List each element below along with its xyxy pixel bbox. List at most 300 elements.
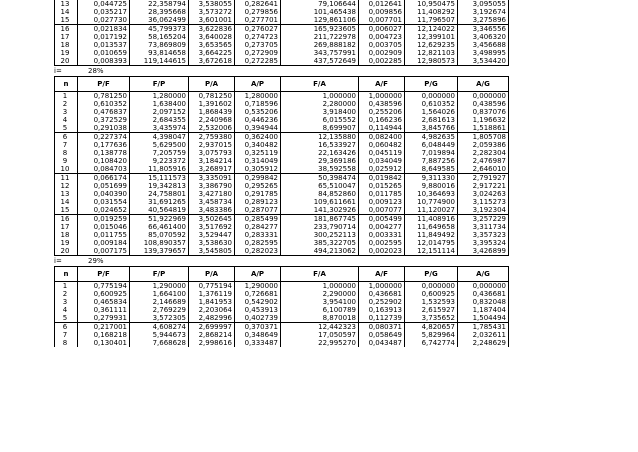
factor-cell: 0,084703 <box>78 165 130 174</box>
factor-cell: 2,146689 <box>130 298 189 306</box>
factor-cell: 129,861106 <box>281 16 359 25</box>
factor-cell: 1,564026 <box>405 108 458 116</box>
period-cell: 4 <box>55 116 78 124</box>
table-row <box>55 116 509 124</box>
factor-cell: 7,019894 <box>405 149 458 157</box>
header-row <box>55 77 509 92</box>
factor-cell: 0,013537 <box>78 41 130 49</box>
factor-cell: 0,019842 <box>359 174 405 183</box>
factor-cell: 2,482996 <box>189 314 235 323</box>
table-row <box>55 206 509 215</box>
factor-cell: 385,322705 <box>281 239 359 247</box>
factor-cell: 1,841953 <box>189 298 235 306</box>
table-row <box>55 331 509 339</box>
factor-cell: 10,774900 <box>405 198 458 206</box>
period-cell: 7 <box>55 141 78 149</box>
column-header: P/A <box>189 77 235 92</box>
factor-cell: 343,757991 <box>281 49 359 57</box>
factor-cell: 7,887256 <box>405 157 458 165</box>
factor-cell: 0,177636 <box>78 141 130 149</box>
factor-cell: 22,358794 <box>130 0 189 8</box>
column-header: A/G <box>458 77 509 92</box>
factor-cell: 9,311330 <box>405 174 458 183</box>
factor-cell: 0,438596 <box>359 100 405 108</box>
column-header: P/F <box>78 77 130 92</box>
factor-cell: 1,000000 <box>281 282 359 291</box>
factor-cell: 1,187404 <box>458 306 509 314</box>
factor-cell: 0,021834 <box>78 25 130 34</box>
factor-cell: 2,290000 <box>281 290 359 298</box>
column-header: A/P <box>235 267 281 282</box>
factor-cell: 0,289123 <box>235 198 281 206</box>
factor-cell: 0,031554 <box>78 198 130 206</box>
column-header: A/F <box>359 267 405 282</box>
factor-cell: 0,291038 <box>78 124 130 133</box>
factor-cell: 0,476837 <box>78 108 130 116</box>
factor-cell: 85,070592 <box>130 231 189 239</box>
factor-cell: 1,805708 <box>458 133 509 142</box>
factor-cell: 3,538630 <box>189 239 235 247</box>
table-row <box>55 124 509 133</box>
factor-cell: 0,108420 <box>78 157 130 165</box>
factor-cell: 0,279856 <box>235 8 281 16</box>
factor-cell: 3,335091 <box>189 174 235 183</box>
factor-cell: 3,502645 <box>189 215 235 224</box>
factor-cell: 3,735652 <box>405 314 458 323</box>
period-cell: 14 <box>55 8 78 16</box>
factor-cell: 0,000000 <box>405 282 458 291</box>
period-cell: 3 <box>55 298 78 306</box>
factor-cell: 0,000000 <box>458 282 509 291</box>
factor-cell: 0,372529 <box>78 116 130 124</box>
factor-cell: 2,759380 <box>189 133 235 142</box>
factor-cell: 0,019259 <box>78 215 130 224</box>
factor-cell: 0,043487 <box>359 339 405 347</box>
period-cell: 20 <box>55 247 78 256</box>
factor-cell: 0,610352 <box>78 100 130 108</box>
factor-cell: 10,950475 <box>405 0 458 8</box>
factor-cell: 0,012641 <box>359 0 405 8</box>
factor-cell: 109,611661 <box>281 198 359 206</box>
factor-cell: 6,742774 <box>405 339 458 347</box>
factor-cell: 3,483386 <box>189 206 235 215</box>
period-cell: 15 <box>55 206 78 215</box>
factor-cell: 3,622836 <box>189 25 235 34</box>
factor-cell: 3,357323 <box>458 231 509 239</box>
table-row <box>55 0 509 8</box>
factor-cell: 1,376119 <box>189 290 235 298</box>
interest-rate-row <box>54 66 508 76</box>
period-cell: 7 <box>55 331 78 339</box>
factor-cell: 0,002909 <box>359 49 405 57</box>
period-cell: 13 <box>55 0 78 8</box>
table-row <box>55 92 509 101</box>
factor-cell: 0,015046 <box>78 223 130 231</box>
factor-cell: 0,276027 <box>235 25 281 34</box>
factor-cell: 0,535206 <box>235 108 281 116</box>
factor-cell: 0,015265 <box>359 182 405 190</box>
factor-cell: 300,252113 <box>281 231 359 239</box>
factor-cell: 0,009856 <box>359 8 405 16</box>
column-header: P/G <box>405 267 458 282</box>
factor-cell: 0,138778 <box>78 149 130 157</box>
factor-cell: 0,775194 <box>189 282 235 291</box>
factor-cell: 4,608274 <box>130 323 189 332</box>
factor-cell: 3,427180 <box>189 190 235 198</box>
factor-cell: 0,832048 <box>458 298 509 306</box>
factor-cell: 3,426899 <box>458 247 509 256</box>
factor-cell: 0,130401 <box>78 339 130 347</box>
factor-cell: 11,805916 <box>130 165 189 174</box>
factor-cell: 165,923605 <box>281 25 359 34</box>
factor-cell: 2,248629 <box>458 339 509 347</box>
factor-cell: 3,024263 <box>458 190 509 198</box>
factor-cell: 3,386790 <box>189 182 235 190</box>
column-header: A/G <box>458 267 509 282</box>
factor-cell: 108,890357 <box>130 239 189 247</box>
factor-cell: 8,649585 <box>405 165 458 174</box>
factor-cell: 11,120027 <box>405 206 458 215</box>
column-header: F/P <box>130 77 189 92</box>
table-row <box>55 108 509 116</box>
factor-cell: 0,542902 <box>235 298 281 306</box>
factor-cell: 0,287077 <box>235 206 281 215</box>
factor-cell: 2,615927 <box>405 306 458 314</box>
table-row <box>55 33 509 41</box>
factor-cell: 40,564819 <box>130 206 189 215</box>
factor-cell: 0,025912 <box>359 165 405 174</box>
factor-cell: 0,325119 <box>235 149 281 157</box>
factor-cell: 51,922969 <box>130 215 189 224</box>
column-header: n <box>55 267 78 282</box>
factor-cell: 1,785431 <box>458 323 509 332</box>
factor-cell: 12,980573 <box>405 57 458 66</box>
table-row <box>55 282 509 291</box>
factor-cell: 12,399101 <box>405 33 458 41</box>
table-row <box>55 16 509 25</box>
factor-cell: 3,406320 <box>458 33 509 41</box>
factor-cell: 2,998616 <box>189 339 235 347</box>
header-row <box>55 267 509 282</box>
factor-cell: 0,600925 <box>405 290 458 298</box>
factor-cell: 3,918400 <box>281 108 359 116</box>
column-header: P/F <box>78 267 130 282</box>
period-cell: 2 <box>55 100 78 108</box>
period-cell: 4 <box>55 306 78 314</box>
factor-cell: 3,458734 <box>189 198 235 206</box>
table-row <box>55 198 509 206</box>
factor-cell: 38,592558 <box>281 165 359 174</box>
factor-cell: 0,775194 <box>78 282 130 291</box>
period-cell: 5 <box>55 124 78 133</box>
factor-cell: 1,290000 <box>235 282 281 291</box>
factor-cell: 2,868214 <box>189 331 235 339</box>
period-cell: 5 <box>55 314 78 323</box>
factor-cell: 8,870018 <box>281 314 359 323</box>
table-row <box>55 339 509 347</box>
table-row <box>55 41 509 49</box>
factor-cell: 1,532593 <box>405 298 458 306</box>
table-row <box>55 223 509 231</box>
factor-cell: 2,699997 <box>189 323 235 332</box>
factor-cell: 15,111573 <box>130 174 189 183</box>
factor-cell: 6,048449 <box>405 141 458 149</box>
factor-cell: 22,995270 <box>281 339 359 347</box>
factor-cell: 0,000000 <box>458 92 509 101</box>
factor-cell: 0,610352 <box>405 100 458 108</box>
factor-cell: 0,314049 <box>235 157 281 165</box>
factor-cell: 29,369186 <box>281 157 359 165</box>
factor-cell: 0,002023 <box>359 247 405 256</box>
table-row <box>55 57 509 66</box>
period-cell: 1 <box>55 282 78 291</box>
factor-cell: 0,007077 <box>359 206 405 215</box>
factor-cell: 1,000000 <box>281 92 359 101</box>
factor-cell: 0,166236 <box>359 116 405 124</box>
factor-cell: 0,003705 <box>359 41 405 49</box>
factor-cell: 0,004277 <box>359 223 405 231</box>
factor-cell: 3,538055 <box>189 0 235 8</box>
factor-cell: 0,051699 <box>78 182 130 190</box>
period-cell: 11 <box>55 174 78 183</box>
table-row <box>55 165 509 174</box>
column-header: A/F <box>359 77 405 92</box>
table-row <box>55 149 509 157</box>
factor-cell: 0,010659 <box>78 49 130 57</box>
factor-cell: 2,532006 <box>189 124 235 133</box>
factor-cell: 12,124022 <box>405 25 458 34</box>
table-row <box>55 182 509 190</box>
period-cell: 2 <box>55 290 78 298</box>
table-row <box>55 190 509 198</box>
factor-cell: 3,115273 <box>458 198 509 206</box>
factor-table-27pct <box>54 0 509 66</box>
factor-cell: 3,192304 <box>458 206 509 215</box>
factor-cell: 0,285499 <box>235 215 281 224</box>
factor-cell: 19,342813 <box>130 182 189 190</box>
factor-cell: 1,518861 <box>458 124 509 133</box>
factor-cell: 0,227374 <box>78 133 130 142</box>
factor-cell: 1,280000 <box>130 92 189 101</box>
factor-table-29pct <box>54 266 509 347</box>
factor-cell: 84,852860 <box>281 190 359 198</box>
factor-cell: 3,456688 <box>458 41 509 49</box>
factor-cell: 3,498995 <box>458 49 509 57</box>
factor-cell: 2,097152 <box>130 108 189 116</box>
factor-cell: 2,681613 <box>405 116 458 124</box>
factor-cell: 0,781250 <box>78 92 130 101</box>
factor-cell: 12,151114 <box>405 247 458 256</box>
factor-cell: 0,394944 <box>235 124 281 133</box>
factor-cell: 2,646010 <box>458 165 509 174</box>
factor-cell: 2,937015 <box>189 141 235 149</box>
factor-cell: 3,572305 <box>130 314 189 323</box>
factor-cell: 79,106644 <box>281 0 359 8</box>
factor-cell: 0,446236 <box>235 116 281 124</box>
factor-cell: 0,163913 <box>359 306 405 314</box>
table-row <box>55 247 509 256</box>
factor-cell: 0,004723 <box>359 33 405 41</box>
period-cell: 6 <box>55 133 78 142</box>
factor-cell: 0,003331 <box>359 231 405 239</box>
period-cell: 15 <box>55 16 78 25</box>
factor-cell: 0,007175 <box>78 247 130 256</box>
factor-cell: 141,302926 <box>281 206 359 215</box>
column-header: F/A <box>281 267 359 282</box>
factor-cell: 4,982635 <box>405 133 458 142</box>
table-row <box>55 49 509 57</box>
column-header: P/A <box>189 267 235 282</box>
table-row <box>55 133 509 142</box>
factor-cell: 0,011785 <box>359 190 405 198</box>
rate-value: 28% <box>88 67 104 75</box>
factor-cell: 0,282023 <box>235 247 281 256</box>
factor-cell: 0,009123 <box>359 198 405 206</box>
period-cell: 10 <box>55 165 78 174</box>
factor-cell: 233,790714 <box>281 223 359 231</box>
factor-cell: 0,436681 <box>359 290 405 298</box>
factor-cell: 0,282641 <box>235 0 281 8</box>
factor-cell: 73,869809 <box>130 41 189 49</box>
factor-cell: 12,442323 <box>281 323 359 332</box>
interest-factor-sheet <box>54 0 508 347</box>
period-cell: 16 <box>55 215 78 224</box>
factor-cell: 28,395668 <box>130 8 189 16</box>
factor-cell: 0,282595 <box>235 239 281 247</box>
factor-cell: 3,954100 <box>281 298 359 306</box>
interest-rate-row <box>54 256 508 266</box>
factor-cell: 0,362400 <box>235 133 281 142</box>
factor-cell: 119,144615 <box>130 57 189 66</box>
factor-cell: 4,398047 <box>130 133 189 142</box>
factor-cell: 0,283331 <box>235 231 281 239</box>
factor-cell: 36,062499 <box>130 16 189 25</box>
factor-cell: 0,009184 <box>78 239 130 247</box>
factor-cell: 1,391602 <box>189 100 235 108</box>
factor-cell: 101,465438 <box>281 8 359 16</box>
period-cell: 13 <box>55 190 78 198</box>
column-header: F/A <box>281 77 359 92</box>
factor-cell: 5,629500 <box>130 141 189 149</box>
factor-cell: 0,027730 <box>78 16 130 25</box>
factor-cell: 0,066174 <box>78 174 130 183</box>
factor-cell: 181,867745 <box>281 215 359 224</box>
factor-cell: 0,007701 <box>359 16 405 25</box>
factor-cell: 1,504494 <box>458 314 509 323</box>
factor-cell: 17,050597 <box>281 331 359 339</box>
factor-cell: 16,533927 <box>281 141 359 149</box>
factor-cell: 0,168218 <box>78 331 130 339</box>
table-body <box>55 92 509 256</box>
factor-cell: 3,346556 <box>458 25 509 34</box>
table-row <box>55 298 509 306</box>
factor-cell: 2,476987 <box>458 157 509 165</box>
factor-cell: 0,361111 <box>78 306 130 314</box>
factor-cell: 0,006027 <box>359 25 405 34</box>
factor-cell: 0,024652 <box>78 206 130 215</box>
table-row <box>55 25 509 34</box>
factor-cell: 2,917221 <box>458 182 509 190</box>
factor-cell: 0,465834 <box>78 298 130 306</box>
factor-cell: 4,820657 <box>405 323 458 332</box>
factor-cell: 0,295265 <box>235 182 281 190</box>
period-cell: 17 <box>55 33 78 41</box>
factor-cell: 3,534420 <box>458 57 509 66</box>
column-header: F/P <box>130 267 189 282</box>
table-row <box>55 100 509 108</box>
table-row <box>55 290 509 298</box>
factor-cell: 3,275896 <box>458 16 509 25</box>
factor-cell: 211,722978 <box>281 33 359 41</box>
factor-cell: 6,015552 <box>281 116 359 124</box>
factor-cell: 0,453913 <box>235 306 281 314</box>
factor-cell: 2,282304 <box>458 149 509 157</box>
factor-cell: 1,290000 <box>130 282 189 291</box>
factor-cell: 3,435974 <box>130 124 189 133</box>
factor-cell: 5,829964 <box>405 331 458 339</box>
factor-cell: 0,284277 <box>235 223 281 231</box>
factor-cell: 11,796507 <box>405 16 458 25</box>
factor-cell: 58,165204 <box>130 33 189 41</box>
factor-cell: 11,849492 <box>405 231 458 239</box>
factor-cell: 0,217001 <box>78 323 130 332</box>
factor-cell: 0,017192 <box>78 33 130 41</box>
factor-cell: 2,240968 <box>189 116 235 124</box>
factor-cell: 0,348649 <box>235 331 281 339</box>
period-cell: 14 <box>55 198 78 206</box>
factor-cell: 3,395324 <box>458 239 509 247</box>
factor-cell: 1,280000 <box>235 92 281 101</box>
factor-cell: 0,279931 <box>78 314 130 323</box>
period-cell: 16 <box>55 25 78 34</box>
factor-cell: 9,880016 <box>405 182 458 190</box>
factor-cell: 3,640028 <box>189 33 235 41</box>
table-row <box>55 314 509 323</box>
period-cell: 19 <box>55 239 78 247</box>
table-row <box>55 8 509 16</box>
factor-cell: 3,664225 <box>189 49 235 57</box>
factor-cell: 3,601001 <box>189 16 235 25</box>
factor-cell: 11,408292 <box>405 8 458 16</box>
factor-cell: 3,529447 <box>189 231 235 239</box>
factor-cell: 0,333487 <box>235 339 281 347</box>
factor-cell: 0,002595 <box>359 239 405 247</box>
factor-cell: 0,600925 <box>78 290 130 298</box>
factor-cell: 0,291785 <box>235 190 281 198</box>
period-cell: 18 <box>55 231 78 239</box>
factor-cell: 0,045119 <box>359 149 405 157</box>
period-cell: 8 <box>55 339 78 347</box>
factor-cell: 3,257229 <box>458 215 509 224</box>
factor-cell: 66,461400 <box>130 223 189 231</box>
factor-cell: 0,255206 <box>359 108 405 116</box>
factor-cell: 93,814658 <box>130 49 189 57</box>
factor-cell: 0,340482 <box>235 141 281 149</box>
factor-cell: 3,517692 <box>189 223 235 231</box>
factor-cell: 9,223372 <box>130 157 189 165</box>
factor-cell: 0,060482 <box>359 141 405 149</box>
factor-cell: 0,000000 <box>405 92 458 101</box>
factor-cell: 8,699907 <box>281 124 359 133</box>
factor-cell: 2,769229 <box>130 306 189 314</box>
factor-cell: 0,837076 <box>458 108 509 116</box>
factor-cell: 2,032611 <box>458 331 509 339</box>
factor-cell: 0,008393 <box>78 57 130 66</box>
factor-cell: 0,370371 <box>235 323 281 332</box>
factor-cell: 3,653565 <box>189 41 235 49</box>
factor-cell: 12,014795 <box>405 239 458 247</box>
factor-cell: 11,408916 <box>405 215 458 224</box>
